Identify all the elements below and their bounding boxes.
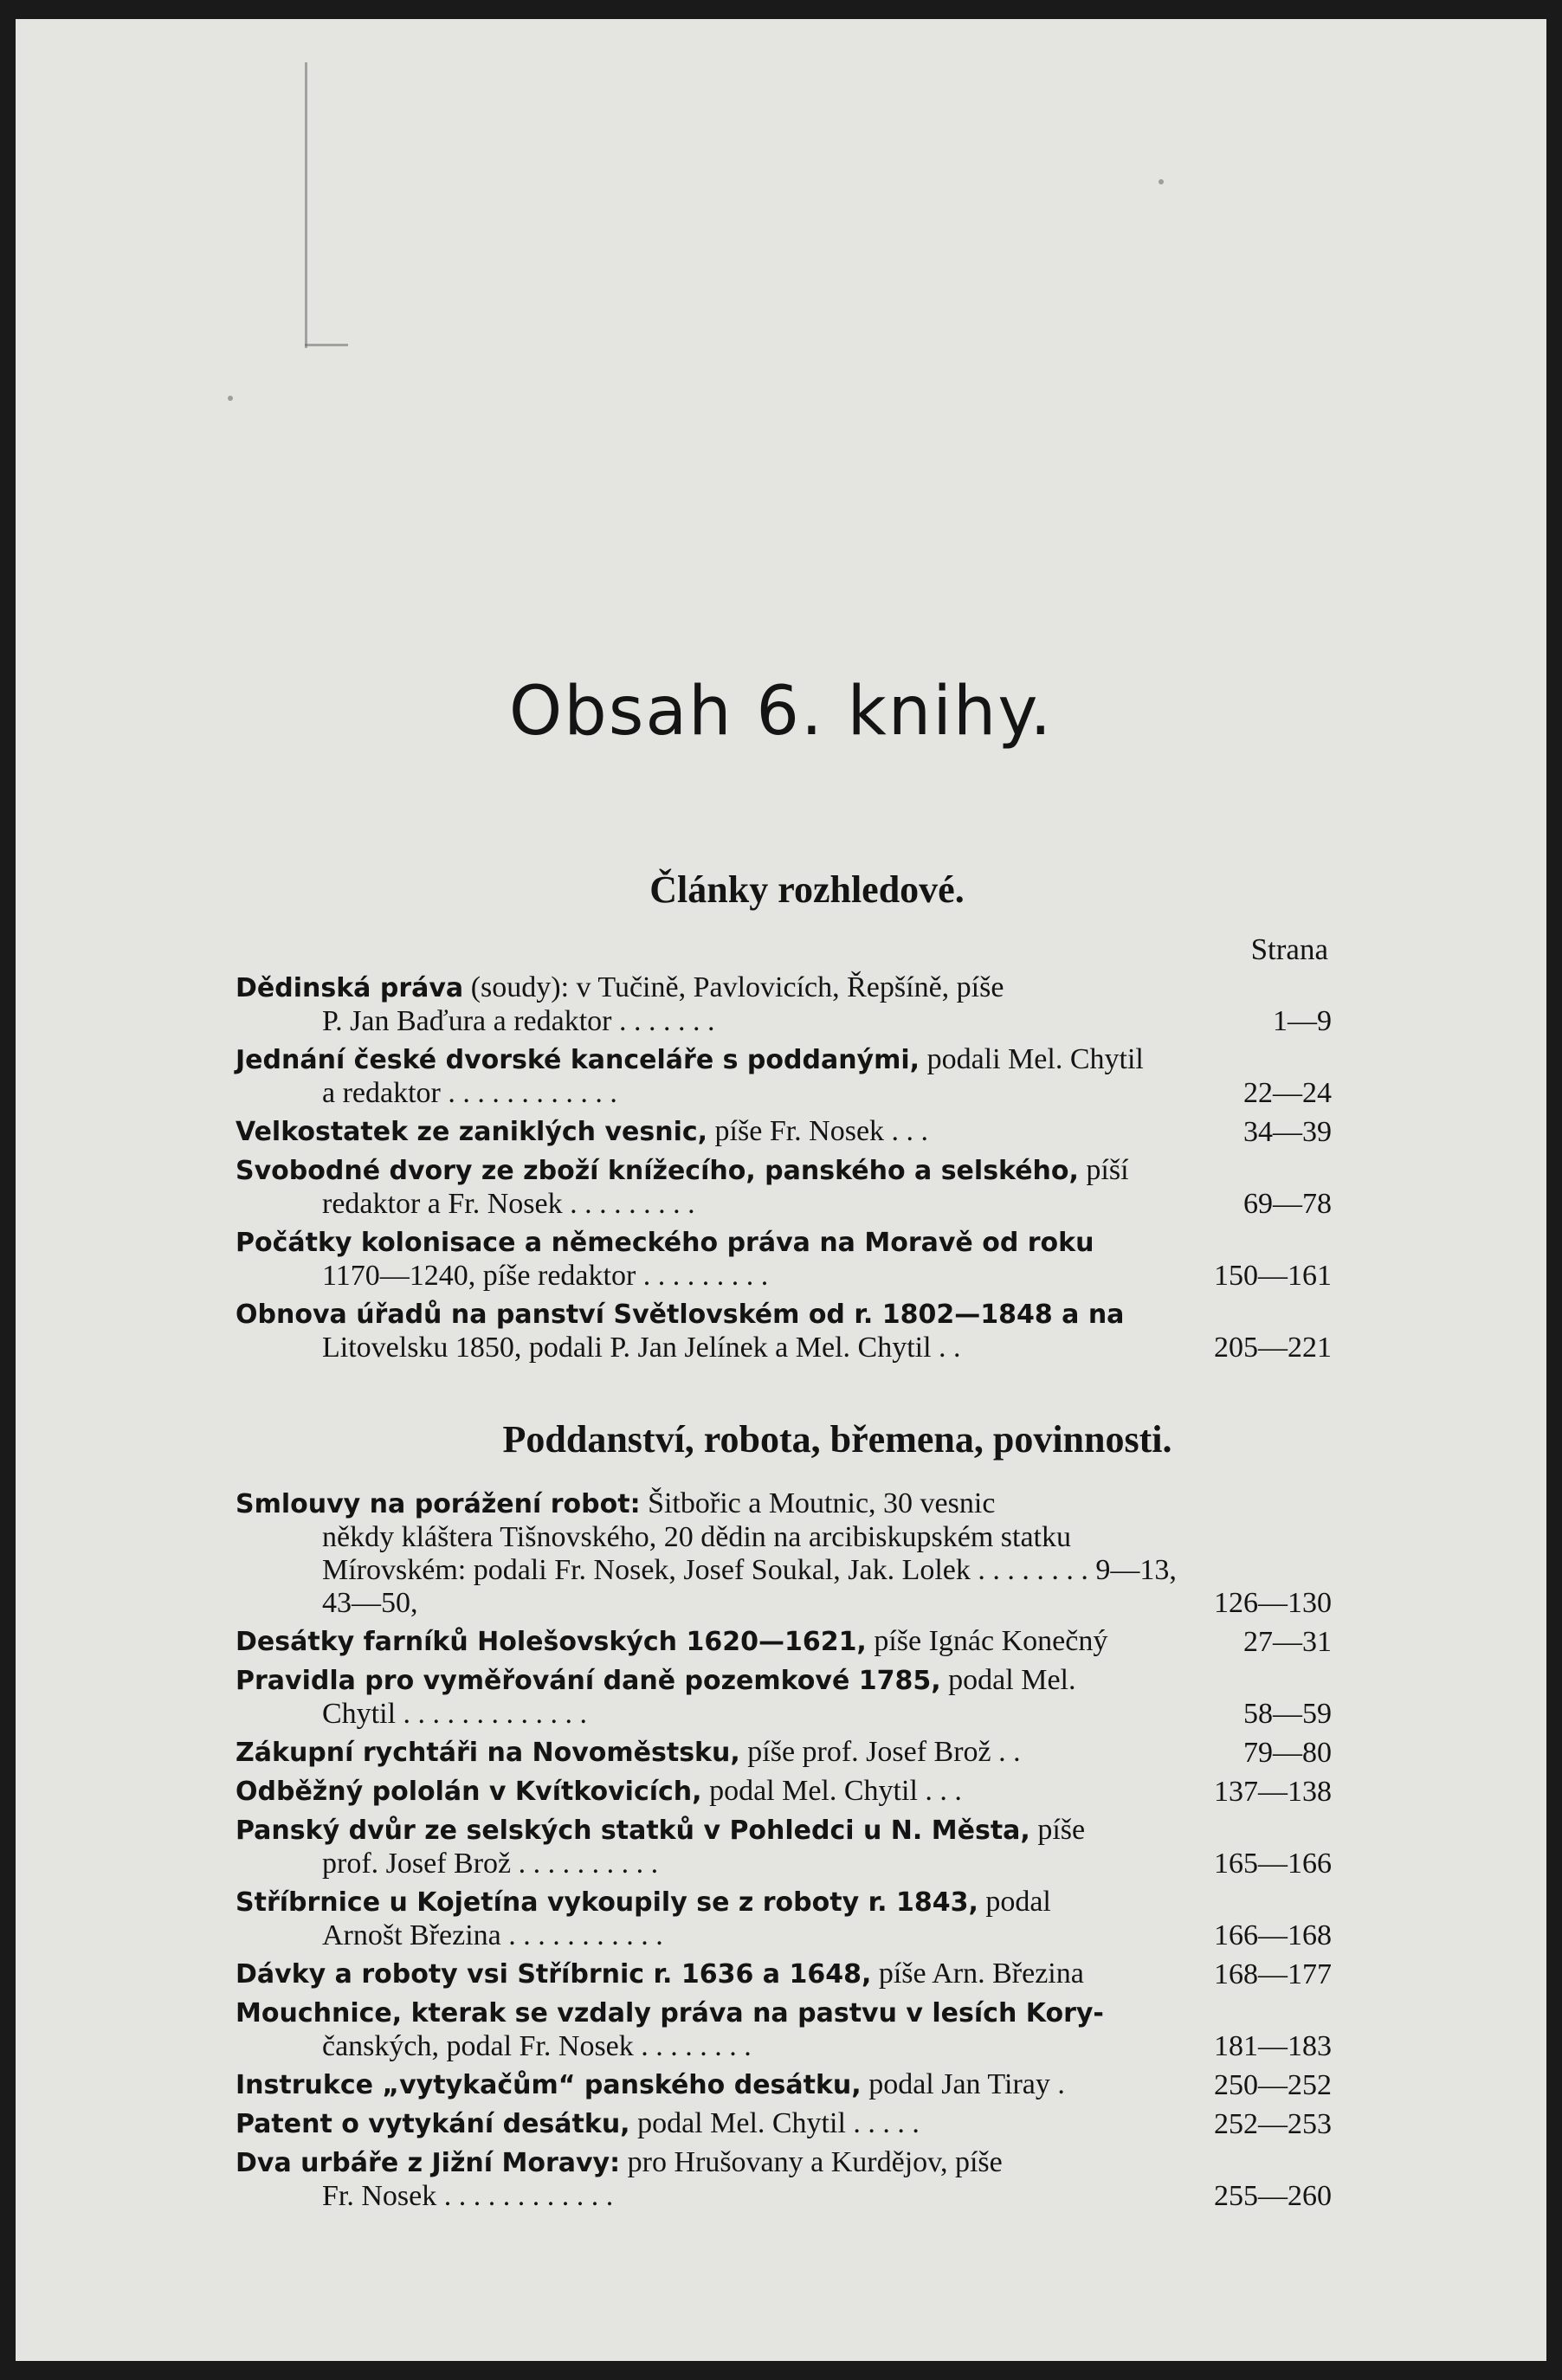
toc-entry-pages: 150—161	[1214, 1260, 1332, 1292]
toc-entry-text	[223, 1775, 1210, 1809]
toc-entry-detail: podal Mel. Chytil . . .	[709, 1775, 962, 1807]
section-heading-overview: Články rozhledové.	[649, 868, 965, 911]
toc-list-overview	[223, 971, 1332, 1370]
toc-entry-pages: 126—130	[1214, 1587, 1332, 1619]
toc-entry	[223, 1487, 1332, 1620]
toc-entry-pages: 58—59	[1243, 1698, 1332, 1730]
toc-entry-lead: Dávky a roboty vsi Stříbrnic r. 1636 a 1648,	[236, 1959, 872, 1990]
toc-entry-continuation: čanských, podal Fr. Nosek . . . . . . . .	[322, 2030, 752, 2062]
toc-entry-lead: Stříbrnice u Kojetína vykoupily se z roboty r. 1843,	[236, 1887, 978, 1918]
toc-entry-detail: podal Mel.	[948, 1664, 1076, 1696]
toc-entry-lead: Pravidla pro vyměřování daně pozemkové 1785,	[236, 1666, 941, 1696]
toc-entry-continuation: P. Jan Baďura a redaktor . . . . . . .	[322, 1005, 715, 1037]
toc-entry-pages: 1—9	[1273, 1005, 1332, 1037]
toc-entry	[223, 2146, 1332, 2213]
toc-entry	[223, 1736, 1332, 1770]
toc-entry-lead: Panský dvůr ze selských statků v Pohledci u N. Města,	[236, 1816, 1030, 1846]
toc-entry-lead: Zákupní rychtáři na Novoměstsku,	[236, 1738, 740, 1768]
toc-entry-lead: Jednání české dvorské kanceláře s poddanými,	[236, 1045, 920, 1075]
toc-entry-continuation: někdy kláštera Tišnovského, 20 dědin na arcibiskupském statku Mírovském: podali Fr. Nosek, Josef Soukal, Jak. Lolek . . . . . . . . 9—13, 43—50,	[322, 1521, 1177, 1619]
toc-entry-detail: píší	[1086, 1154, 1129, 1186]
toc-entry-text	[223, 1625, 1210, 1659]
toc-entry-lead: Smlouvy na porážení robot:	[236, 1489, 641, 1519]
book-page	[16, 19, 1546, 2361]
scan-speck	[1159, 179, 1164, 184]
page-title: Obsah 6. knihy.	[508, 673, 1054, 751]
toc-entry-pages: 166—168	[1214, 1919, 1332, 1951]
toc-entry	[223, 1226, 1332, 1293]
toc-entry-lead: Patent o vytykání desátku,	[236, 2109, 630, 2139]
toc-list-serfdom	[223, 1487, 1332, 2218]
toc-entry-text	[223, 1154, 1210, 1221]
toc-entry-text	[223, 1664, 1210, 1731]
toc-entry-lead: Svobodné dvory ze zboží knížecího, panského a selského,	[236, 1156, 1079, 1186]
toc-entry-text	[223, 2068, 1210, 2102]
section-heading-serfdom: Poddanství, robota, břemena, povinnosti.	[502, 1418, 1172, 1461]
toc-entry-pages: 250—252	[1214, 2069, 1332, 2101]
toc-entry-continuation: Fr. Nosek . . . . . . . . . . . .	[322, 2180, 614, 2212]
toc-entry-text	[223, 1814, 1210, 1880]
toc-entry	[223, 1886, 1332, 1952]
toc-entry	[223, 2107, 1332, 2141]
toc-entry-pages: 252—253	[1214, 2108, 1332, 2140]
toc-entry-text	[223, 1487, 1210, 1620]
toc-entry-detail: píše prof. Josef Brož . .	[747, 1736, 1021, 1768]
toc-entry-text	[223, 1226, 1210, 1293]
toc-entry-text	[223, 1736, 1210, 1770]
toc-entry-pages: 255—260	[1214, 2180, 1332, 2212]
toc-entry	[223, 1814, 1332, 1880]
toc-entry-continuation: 1170—1240, píše redaktor . . . . . . . . .	[322, 1260, 769, 1292]
toc-entry	[223, 1115, 1332, 1149]
toc-entry-text	[223, 1115, 1210, 1149]
toc-entry-text	[223, 2107, 1210, 2141]
toc-entry-continuation: Litovelsku 1850, podali P. Jan Jelínek a Mel. Chytil . .	[322, 1332, 961, 1364]
toc-entry-detail: píše Ignác Konečný	[874, 1625, 1108, 1657]
toc-entry-text	[223, 1958, 1210, 1991]
toc-entry-lead: Dva urbáře z Jižní Moravy:	[236, 2148, 621, 2178]
toc-entry	[223, 1775, 1332, 1809]
toc-entry-detail: píše Arn. Březina	[878, 1958, 1084, 1990]
toc-entry-pages: 165—166	[1214, 1848, 1332, 1880]
toc-entry-lead: Instrukce „vytykačům“ panského desátku,	[236, 2070, 862, 2100]
toc-entry-lead: Odběžný pololán v Kvítkovicích,	[236, 1777, 702, 1807]
toc-entry	[223, 1043, 1332, 1110]
toc-entry-continuation: a redaktor . . . . . . . . . . . .	[322, 1077, 617, 1109]
toc-entry-pages: 137—138	[1214, 1776, 1332, 1808]
toc-entry-detail: podali Mel. Chytil	[926, 1043, 1144, 1075]
toc-entry	[223, 971, 1332, 1038]
toc-entry-lead: Velkostatek ze zaniklých vesnic,	[236, 1117, 708, 1147]
toc-entry-continuation: redaktor a Fr. Nosek . . . . . . . . .	[322, 1188, 695, 1220]
toc-entry	[223, 1996, 1332, 2063]
toc-entry-lead: Obnova úřadů na panství Světlovském od r. 1802—1848 a na	[236, 1300, 1125, 1330]
scan-speck	[228, 396, 233, 401]
toc-entry-pages: 205—221	[1214, 1332, 1332, 1364]
toc-entry-text	[223, 971, 1210, 1038]
toc-entry-detail: podal Mel. Chytil . . . . .	[637, 2107, 920, 2139]
toc-entry-pages: 22—24	[1243, 1077, 1332, 1109]
toc-entry-lead: Dědinská práva	[236, 973, 464, 1003]
toc-entry-detail: podal	[985, 1886, 1051, 1918]
toc-entry-text	[223, 1043, 1210, 1110]
toc-entry-pages: 168—177	[1214, 1958, 1332, 1990]
toc-entry-detail: podal Jan Tiray .	[868, 2068, 1065, 2100]
toc-entry	[223, 1664, 1332, 1731]
margin-pencil-line	[305, 62, 307, 348]
toc-entry	[223, 1625, 1332, 1659]
toc-entry-pages: 69—78	[1243, 1188, 1332, 1220]
toc-entry-pages: 181—183	[1214, 2030, 1332, 2062]
page-column-label: Strana	[1250, 932, 1328, 966]
toc-entry-detail: píše	[1037, 1814, 1086, 1846]
toc-entry-pages: 79—80	[1243, 1737, 1332, 1769]
toc-entry-lead: Desátky farníků Holešovských 1620—1621,	[236, 1627, 867, 1657]
toc-entry-continuation: Chytil . . . . . . . . . . . . .	[322, 1698, 588, 1730]
toc-entry-continuation: prof. Josef Brož . . . . . . . . . .	[322, 1848, 659, 1880]
toc-entry	[223, 1298, 1332, 1364]
toc-entry-text	[223, 1298, 1210, 1364]
toc-entry-detail: (soudy): v Tučině, Pavlovicích, Řepšíně, píše	[470, 971, 1004, 1003]
toc-entry-lead: Mouchnice, kterak se vzdaly práva na pastvu v lesích Kory-	[236, 1998, 1104, 2028]
toc-entry	[223, 1958, 1332, 1991]
toc-entry-detail: Šitbořic a Moutnic, 30 vesnic	[648, 1487, 996, 1519]
margin-pencil-tick	[305, 344, 348, 346]
toc-entry-detail: píše Fr. Nosek . . .	[714, 1115, 929, 1147]
toc-entry-text	[223, 2146, 1210, 2213]
toc-entry-lead: Počátky kolonisace a německého práva na Moravě od roku	[236, 1228, 1094, 1258]
toc-entry	[223, 1154, 1332, 1221]
toc-entry-pages: 34—39	[1243, 1116, 1332, 1148]
toc-entry-detail: pro Hrušovany a Kurdějov, píše	[627, 2146, 1003, 2178]
toc-entry-text	[223, 1996, 1210, 2063]
toc-entry-continuation: Arnošt Březina . . . . . . . . . . .	[322, 1919, 663, 1951]
toc-entry-text	[223, 1886, 1210, 1952]
toc-entry	[223, 2068, 1332, 2102]
toc-entry-pages: 27—31	[1243, 1626, 1332, 1658]
